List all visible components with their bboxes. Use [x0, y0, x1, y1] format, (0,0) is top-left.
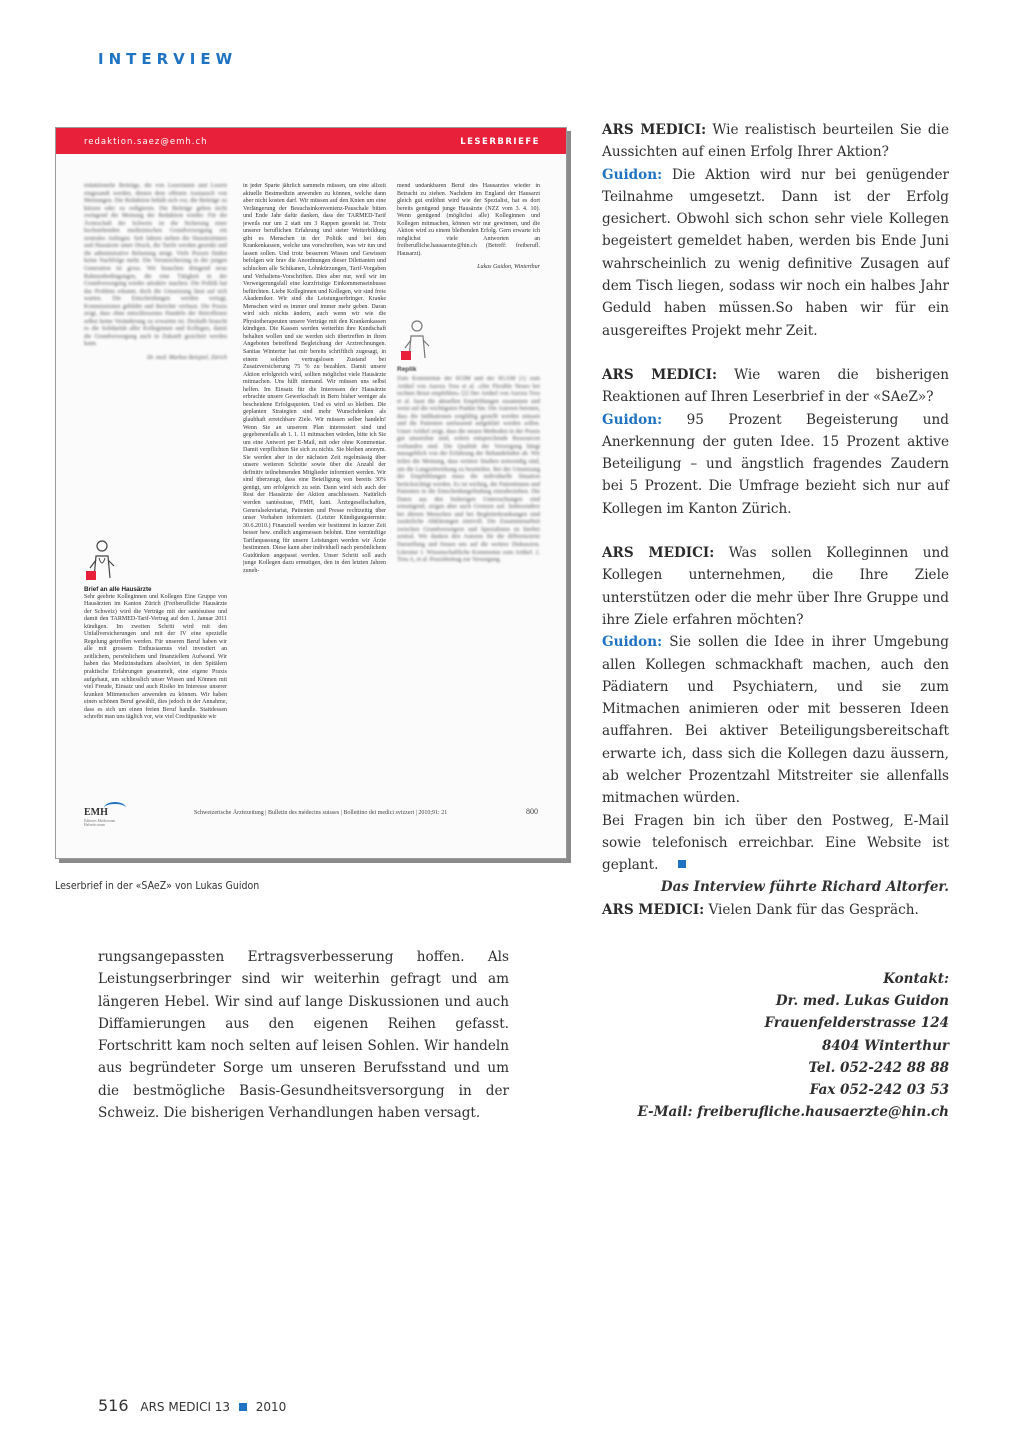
separator-square-icon	[239, 1403, 247, 1411]
scan-text: Sehr geehrte Kolleginnen und Kollegen Eine Gruppe von Hausärzten im Kanton Zürich (Freiberufliche Hausärzte der Schweiz) wird die Verträge mit der santésuisse und damit den TARMED-Tarif-Vertrag auf den 1. Januar 2011 kündigen. Im zweiten Schritt wird mit den Unfallversicherungen und mit der IV eine spezielle Regelung getroffen werden. Für unseren Beruf haben wir alle mit grossem Enthusiasmus viel investiert an zeitlichem, persönlichem und finanziellem Aufwand. Wir haben das Medizinstudium absolviert, in den Spitälern praktische Erfahrungen gesammelt, eine eigene Praxis aufgebaut, um schliesslich unser Wissen und Können mit viel Freude, Einsatz und auch Risiko im Interesse unserer kranken Mitmenschen anwenden zu können. Wir haben einen schönen Beruf gewählt, dies jedoch in der Annahme, dass es sich um einen freien Beruf handle. Stattdessen schreibt man uns täglich vor, wie viel Creditpunkte wir	[84, 593, 227, 721]
interview-right-column	[602, 119, 949, 921]
scan-letter-heading: Brief an alle Hausärzte	[84, 586, 152, 593]
section-label: INTERVIEW	[98, 50, 238, 68]
contact-city: 8404 Winterthur	[821, 1037, 949, 1054]
contact-email: E-Mail: freiberufliche.hausaerzte@hin.ch	[637, 1104, 949, 1121]
scan-text: redaktionelle Beiträge, die von Leserinnen und Lesern eingesandt werden, dienen dem offenen Austausch von Meinungen. Die Redaktion behält sich vor, die Beiträge zu kürzen oder zu redigieren. Die Beiträge geben nicht zwingend die Meinung der Redaktion wieder. Für die Ärzteschaft der Schweiz ist die Sicherung einer hochstehenden medizinischen Grundversorgung ein zentrales Anliegen. Seit Jahren stehen die Hausärztinnen und Hausärzte unter Druck, die Tarife werden gesenkt und die administrative Belastung steigt. Viele Praxen finden keine Nachfolge mehr. Die Verunsicherung in der jungen Generation ist gross. Wir brauchen dringend neue Rahmenbedingungen, die eine Tätigkeit in der Grundversorgung wieder attraktiv machen. Die Politik hat das Problem erkannt, doch die Umsetzung lässt auf sich warten. Die Entscheidungen werden vertagt, Kommissionen gebildet und Berichte verfasst. Die Praxis zeigt, dass ohne entschlossenes Handeln der Betroffenen selbst keine Veränderung zu erwarten ist. Deshalb braucht es die Solidarität aller Kolleginnen und Kollegen, damit die Grundversorgung auch in Zukunft gesichert werden kann.	[84, 183, 227, 348]
closing-line: ARS MEDICI: Vielen Dank für das Gespräch.	[602, 901, 919, 918]
scan-text: in jeder Sparte jährlich sammeln müssen, um eine allzeit aktuelle Bestmedizin anwenden zu können, welche dann aber nicht kosten darf. Wir müssen auf den Knien um eine Verlängerung der Besuchsinkonvenienz-Pauschale bitten und Ende Jahr dafür danken, dass der TARMED-Tarif jeweils nur um 2 statt um 3 Rappen gesenkt ist. Trotz unserer beruflichen Erfahrung und steter Weiterbildung gibt es Menschen in der Politik und bei den Krankenkassen, welche uns vorschreiben, was wir tun und lassen sollen. Und trotz besserem Wissen und Gewissen befolgen wir brav die Anordnungen dieser Dilettanten und schlucken alle Schikanen, Lohnkürzungen, Tarif-Vorgaben und Verhaltens-Vorschriften. Dies aber nur, weil wir im Verweigerungsfall eine kurzfristige Einkommenseinbusse befürchten. Liebe Kolleginnen und Kollegen, wir sind freie Akademiker. Wir sind die Leistungserbringer. Kranke Menschen wird es immer und immer mehr geben. Daran wird sich nichts ändern, auch wenn wir wie die Physiotherapeuten unsere Verträge mit den Krankenkassen kündigen. Die Kassen werden weiterhin ihre Kundschaft behalten wollen und sie werden sich übertreffen in ihren Angeboten betreffend Begleichung der Arztrechnungen. Sanitas Wintertur hat mir bereits schriftlich zugesagt, in einem solchen vertragslosen Zustand bei Zusatzversicherung 75 % zu bezahlen. Damit unsere Aktion erfolgreich wird, sollten möglichst viele Hausärzte mitmachen. Uns hilft niemand. Wir müssen uns selbst helfen. Im Einsatz für die Interessen der Hausärzte erbrachte unsere Gewerkschaft in Bern bisher weniger als bescheidene Erfolgsquoten. Und es wird so bleiben. Die geplanten Strategien sind mehr Wunschdenken als glaubhaft erreichbare Ziele. Wir müssen selber handeln! Wenn Sie an unserem Plan interessiert sind und gegebenenfalls ab 1. 1. 11 mitmachen würden, bitte ich Sie um eine Antwort per E-Mail, mit oder ohne Kommentar. Damit verpflichten Sie sich zu nichts. Sie bleiben anonym. Sie werden aber in der nächsten Zeit regelmässig über unsere weiteren Schritte sowie über die Anzahl der definitiv teilnehmenden Mitglieder informiert werden. Wir sind überzeugt, dass eine Beteiligung von bereits 30% genügt, um erfolgreich zu sein. Dann wird sich auch der Rest der Hausärzte der Aktion anschliessen. Natürlich werden santésuisse, FMH, kant. Ärztegesellschaften, Generalsekretariat, Patienten und Presse rechtzeitig über unser Vorhaben informiert. (Letzter Kündigungstermin: 30.6.2010.) Finanziell werden wir bestimmt in kurzer Zeit besser bew. endlich angemessen belohnt. Eine vernünftige Tarifanpassung für unsere Leistungen werden wir Ärzte bestimmen. Diese kann aber individuell nach persönlichem Gutdünken angepasst werden. Unser Schritt soll auch junge Kollegen dazu ermutigen, den in den letzten Jahren zuneh-	[243, 183, 386, 574]
interview-credit: Das Interview führte Richard Altorfer.	[660, 879, 949, 895]
question-1: ARS MEDICI: Wie realistisch beurteilen Sie die Aussichten auf einen Erfolg Ihrer Aktion?	[602, 122, 949, 161]
scan-section-title: LESERBRIEFE	[460, 137, 540, 147]
contact-name: Dr. med. Lukas Guidon	[775, 993, 949, 1010]
scan-column-1-top	[84, 183, 227, 523]
contact-phone: Tel. 052-242 88 88	[808, 1059, 949, 1076]
contact-fax: Fax 052-242 03 53	[809, 1082, 949, 1099]
leserbrief-scan-image	[55, 127, 567, 859]
doctor-illustration-icon	[401, 318, 431, 360]
contact-heading: Kontakt:	[883, 971, 949, 987]
journal-name: ARS MEDICI 13	[140, 1400, 231, 1414]
scan-column-3-bottom	[397, 376, 540, 788]
contact-block	[637, 968, 949, 1123]
page-footer	[98, 1396, 286, 1415]
body-text-left: rungsangepassten Ertragsverbesserung hoffen. Als Leistungserbringer sind wir weiterhin gefragt und am längeren Hebel. Wir sind auf lange Diskussionen und auch Diffamierungen aus den eigenen Reihen gefasst. Fortschritt kam noch selten auf leisen Sohlen. Wir handeln aus begründeter Sorge um unseren Berufsstand und um die bestmögliche Basis-Gesundheitsversorgung in der Schweiz. Die bisherigen Verhandlungen haben versagt.	[98, 949, 509, 1122]
contact-street: Frauenfelderstrasse 124	[764, 1015, 949, 1032]
answer-1: Guidon: Die Aktion wird nur bei genügender Teilnahme umgesetzt. Dann ist der Erfolg gesichert. Obwohl sich schon sehr viele Kollegen begeistert gemeldet haben, werden bis Ende Juni wahrscheinlich zu wenig definitive Zusagen auf dem Tisch liegen, sodass wir noch ein halbes Jahr Geduld haben müssen.So haben wir für ein ausgereiftes Projekt mehr Zeit.	[602, 166, 949, 339]
scan-page-number: 800	[526, 807, 538, 816]
question-2: ARS MEDICI: Wie waren die bisherigen Reaktionen auf Ihren Leserbrief in der «SAeZ»?	[602, 366, 949, 406]
scan-replik-heading: Replik	[397, 366, 417, 373]
scan-column-3-top	[397, 183, 540, 303]
page-number: 516	[98, 1396, 129, 1415]
scan-signature: Dr. med. Markus Beispiel, Zürich	[146, 355, 227, 362]
doctor-illustration-icon	[86, 538, 116, 580]
emh-logo: EMH Editores Medicorum Helveticorum	[84, 802, 134, 826]
scan-column-2	[243, 183, 386, 793]
scan-text: mend undankbaren Beruf des Hausarztes wieder in Betracht zu ziehen. Nachdem im England der Hausarzt gleich gut entlöhnt wird wie der Spezialist, hat es dort bereits genügend junge Hausärzte (NZZ vom 3. 4. 10). Wenn genügend (möglichst alle) Kolleginnen und Kollegen mitmachen, können wir nur gewinnen, und die Aktion wird zu einem bleibenden Erfolg. Gern erwarte ich möglichst viele Antworten an freiberufliche.hausaerzte@hin.ch (Betreff: freiberufl. Hausarzt).	[397, 183, 540, 257]
scan-email: redaktion.saez@emh.ch	[84, 137, 208, 147]
end-of-article-mark	[678, 860, 686, 868]
image-caption: Leserbrief in der «SAeZ» von Lukas Guidon	[55, 879, 260, 892]
question-3: ARS MEDICI: Was sollen Kolleginnen und Kollegen unternehmen, die Ihre Ziele unterstützen oder die mehr über Ihre Gruppe und ihre Ziele erfahren möchten?	[602, 545, 949, 628]
scan-footer-citation: Schweizerische Ärztezeitung | Bulletin des médecins suisses | Bollettino dei medici svizzeri | 2010;91: 21	[194, 810, 448, 816]
answer-2: Guidon: 95 Prozent Begeisterung und Anerkennung der guten Idee. 15 Prozent aktive Beteiligung – und ängstlich fragendes Zaudern bei 5 Prozent. Die Umfrage bezieht sich nur auf Kollegen im Kanton Zürich.	[602, 411, 949, 517]
scan-header-bar	[56, 128, 566, 154]
scan-signature: Lukas Guidon, Winterthur	[477, 264, 540, 271]
journal-year: 2010	[255, 1400, 287, 1414]
scan-text: Zum Kommentar der SGIM und der SGAM [1] zum Artikel von Aurora Treu et al. «Die Flexible Neuro bei rechten Brust empfehlen» [2] Der Artikel von Aurora Treu et al. fasst die aktuellen Empfehlungen zusammen und weist auf die wichtigsten Punkte hin. Die Autoren betonen, dass die Indikationen sorgfältig gestellt werden müssen und die Patienten umfassend aufgeklärt werden sollen. Unser Artikel zeigt, dass die neuen Methoden in der Praxis gut umsetzbar sind, sofern entsprechende Ressourcen vorhanden sind. Die Qualität der Versorgung hängt massgeblich von der Erfahrung der Behandelnden ab. Wir teilen die Meinung, dass weitere Studien notwendig sind, um die Langzeitwirkung zu beurteilen. Bei der Umsetzung der Empfehlungen muss die individuelle Situation berücksichtigt werden. Es ist wichtig, die Patientinnen und Patienten in die Entscheidungsfindung einzubeziehen. Die Daten aus den bisherigen Untersuchungen sind ermutigend, zeigen aber auch Grenzen auf. Insbesondere bei älteren Menschen und bei Begleiterkrankungen sind zusätzliche Abklärungen sinnvoll. Die Zusammenarbeit zwischen Grundversorgern und Spezialisten ist hierbei zentral. Wir danken den Autoren für die differenzierte Darstellung und freuen uns auf die weitere Diskussion. Literatur 1. Wissenschaftliche Kommentar zum Artikel. 2. Treu A, et al. Praxisbeitrag zur Versorgung.	[397, 376, 540, 564]
answer-3-continued: Bei Fragen bin ich über den Postweg, E-Mail sowie telefonisch erreichbar. Eine Website ist geplant.	[602, 812, 949, 874]
scan-footer	[84, 802, 538, 828]
answer-3: Guidon: Sie sollen die Idee in ihrer Umgebung allen Kollegen schmackhaft machen, auch den Pädiatern und Psychiatern, und sie zum Mitmachen animieren oder mit besseren Ideen auffahren. Bei aktiver Beteiligungsbereitschaft erwarte ich, dass sich die Kollegen dazu äussern, ab welcher Prozentzahl Mitstreiter sie allenfalls mitmachen würden.	[602, 634, 949, 807]
scan-column-1-bottom	[84, 586, 227, 786]
